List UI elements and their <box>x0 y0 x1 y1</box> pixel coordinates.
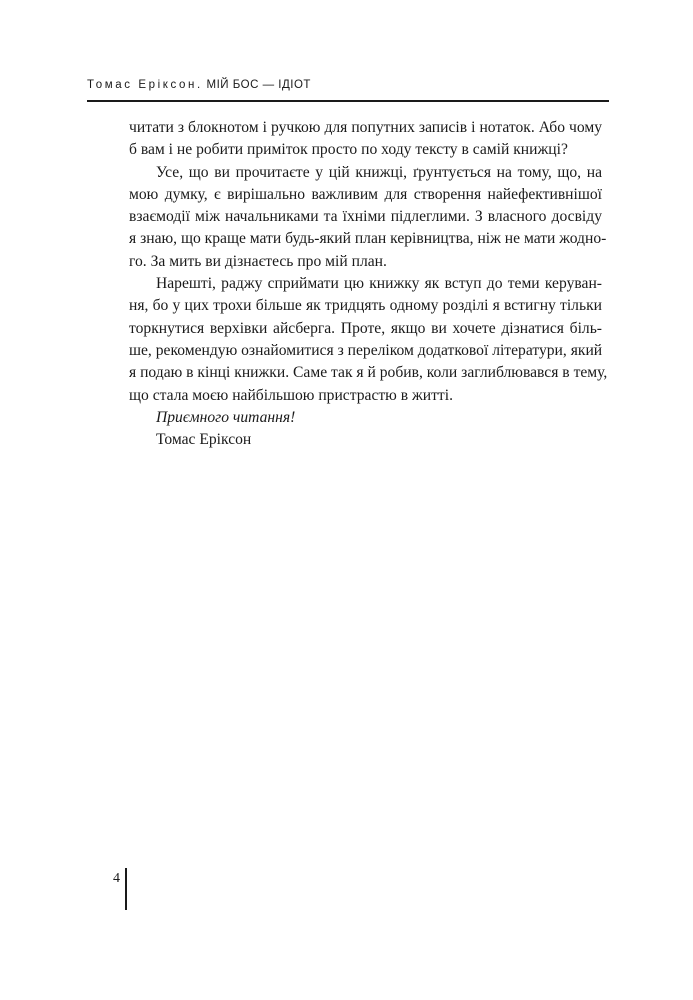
paragraph-1-line-2: б вам і не робити приміток просто по ходу тексту в самій книжці? <box>129 141 568 159</box>
page-number-rule <box>125 868 127 910</box>
paragraph-1 <box>129 117 602 162</box>
paragraph-2 <box>129 162 607 273</box>
paragraph-2-line-5: го. За мить ви дізнаєтесь про мій план. <box>129 252 387 270</box>
body-text <box>129 117 608 451</box>
paragraph-3-line-6: що стала моєю найбільшою пристрастю в житті. <box>129 386 453 404</box>
page-number: 4 <box>113 871 120 886</box>
closing-line <box>129 407 602 429</box>
paragraph-3-line-3: торкнутися верхівки айсберга. Проте, якщо ви хочете дізнатися біль- <box>129 319 602 337</box>
closing-text: Приємного читання! <box>156 408 296 426</box>
paragraph-3-line-4: ше, рекомендую ознайомитися з переліком додаткової літератури, який <box>129 341 603 359</box>
running-head <box>87 79 311 91</box>
running-head-title: МІЙ БОС — ІДІОТ <box>206 79 311 91</box>
paragraph-3-line-1: Нарешті, раджу сприймати цю книжку як вступ до теми керуван- <box>156 275 602 293</box>
paragraph-2-line-1: Усе, що ви прочитаєте у цій книжці, ґрунтується на тому, що, на <box>156 163 602 181</box>
paragraph-1-line-1: читати з блокнотом і ручкою для попутних записів і нотаток. Або чому <box>129 119 602 136</box>
paragraph-2-line-3: взаємодії між начальниками та їхніми підлеглими. З власного досвіду <box>129 208 602 226</box>
paragraph-3 <box>129 273 608 407</box>
running-head-author: Томас Еріксон. <box>87 79 203 91</box>
paragraph-3-line-5: я подаю в кінці книжки. Саме так я й робив, коли заглиблювався в тему, <box>129 364 608 382</box>
signature-line <box>129 429 602 451</box>
paragraph-2-line-4: я знаю, що краще мати будь-який план керівництва, ніж не мати жодно- <box>129 230 607 248</box>
header-rule <box>87 100 609 102</box>
paragraph-2-line-2: мою думку, є вирішально важливим для створення найефективнішої <box>129 185 602 203</box>
paragraph-3-line-2: ня, бо у цих трохи більше як тридцять одному розділі я встигну тільки <box>129 297 602 315</box>
signature-text: Томас Еріксон <box>156 431 252 449</box>
